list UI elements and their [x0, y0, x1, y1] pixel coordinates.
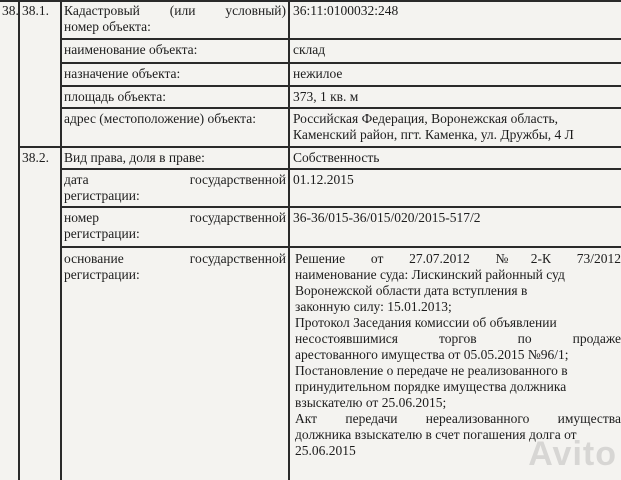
- field-value-cadastral-number: 36:11:0100032:248: [293, 3, 399, 18]
- rule: [60, 38, 621, 40]
- rule: [60, 107, 621, 109]
- value-line: принудительном порядке имущества должника: [295, 379, 567, 394]
- label-line: Кадастровый (или условный): [64, 3, 286, 18]
- value-line: законную силу: 15.01.2013;: [295, 299, 452, 314]
- value-line: наименование суда: Лискинский районный суд: [295, 267, 565, 282]
- field-label-object-address: адрес (местоположение) объекта:: [64, 111, 256, 126]
- field-value-object-name: склад: [293, 42, 326, 57]
- watermark-logo: Avito: [528, 435, 617, 473]
- field-label-object-purpose: назначение объекта:: [64, 66, 181, 81]
- field-label-object-name: наименование объекта:: [64, 42, 198, 57]
- rule: [60, 62, 621, 64]
- value-line: Решение от 27.07.2012 №2-К 73/2012: [295, 251, 621, 266]
- value-line: должника взыскателю в счет погашения долга от: [295, 427, 577, 442]
- field-label-cadastral-number: [64, 3, 286, 35]
- value-line: арестованного имущества от 05.05.2015 №96/1;: [295, 347, 569, 362]
- rule: [60, 168, 621, 170]
- subsection-number: 38.2.: [22, 150, 49, 165]
- value-line: Постановление о передаче не реализованного в: [295, 363, 568, 378]
- rule: [60, 0, 62, 480]
- value-line: Протокол Заседания комиссии об объявлении: [295, 315, 557, 330]
- field-label-right-type: Вид права, доля в праве:: [64, 150, 205, 165]
- value-line: Каменский район, пгт. Каменка, ул. Дружбы, 4 Л: [293, 127, 574, 142]
- field-value-object-address: [293, 111, 621, 143]
- field-label-registration-number: [64, 210, 286, 242]
- label-line: дата государственной: [64, 172, 286, 187]
- label-line: номер государственной: [64, 210, 286, 225]
- label-line: основание государственной: [64, 251, 286, 266]
- value-line: несостоявшимися торгов по продаже: [295, 331, 621, 346]
- field-label-object-area: площадь объекта:: [64, 89, 166, 104]
- field-label-registration-date: [64, 172, 286, 204]
- rule: [60, 206, 621, 208]
- label-line: регистрации:: [64, 226, 140, 241]
- field-value-object-area: 373, 1 кв. м: [293, 89, 359, 104]
- rule: [60, 246, 621, 248]
- label-line: номер объекта:: [64, 19, 151, 34]
- field-value-right-type: Собственность: [293, 150, 380, 165]
- section-number: 38.: [2, 3, 19, 18]
- field-value-registration-date: 01.12.2015: [293, 172, 354, 187]
- value-line: взыскателю от 25.06.2015;: [295, 395, 447, 410]
- field-value-registration-number: 36-36/015-36/015/020/2015-517/2: [293, 210, 481, 225]
- label-line: регистрации:: [64, 267, 140, 282]
- value-line: Воронежской области дата вступления в: [295, 283, 528, 298]
- rule: [0, 0, 621, 2]
- field-label-registration-basis: [64, 251, 286, 283]
- value-line: 25.06.2015: [295, 443, 356, 458]
- value-line: Акт передачи нереализованного имущества: [295, 411, 621, 426]
- label-line: регистрации:: [64, 188, 140, 203]
- field-value-object-purpose: нежилое: [293, 66, 343, 81]
- field-value-registration-basis: [295, 251, 621, 459]
- value-line: Российская Федерация, Воронежская область,: [293, 111, 559, 126]
- subsection-number: 38.1.: [22, 3, 49, 18]
- rule: [18, 0, 20, 480]
- rule: [288, 0, 290, 480]
- rule: [60, 85, 621, 87]
- rule: [18, 146, 621, 148]
